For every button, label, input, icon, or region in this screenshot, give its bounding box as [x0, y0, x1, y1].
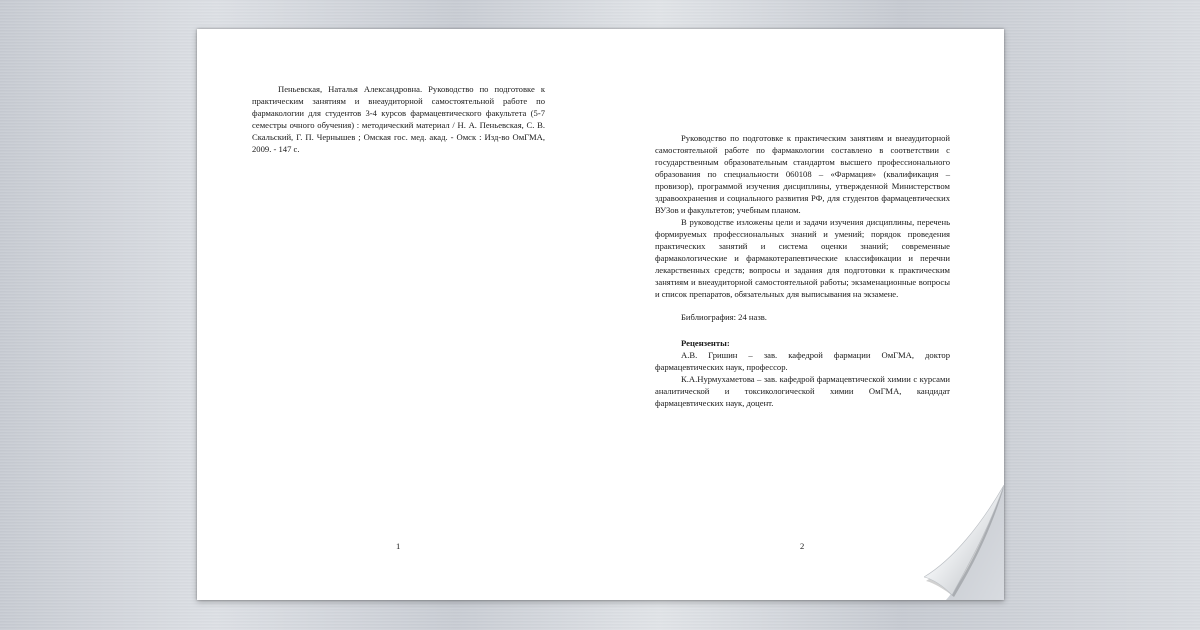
- reviewer-2: К.А.Нурмухаметова – зав. кафедрой фармацевтической химии с курсами аналитической и токсикологической химии ОмГМА, кандидат фармацевтических наук, доцент.: [655, 374, 950, 408]
- annotation-paragraph-2: В руководстве изложены цели и задачи изучения дисциплины, перечень формируемых профессиональных знаний и умений; порядок проведения практических занятий и система оценки знаний; современные фармакологические и фармакотерапевтические классификации и перечни лекарственных средств; вопросы и задания для подготовки к практическим занятиям и внеаудиторной самостоятельной работы; экзаменационные вопросы и список препаратов, обязательных для выписывания на экзамене.: [655, 217, 950, 299]
- page-number-left: 1: [396, 541, 401, 551]
- bibliographic-record: Пеньевская, Наталья Александровна. Руководство по подготовке к практическим занятиям и внеаудиторной самостоятельной работе по фармакологии для студентов 3-4 курсов фармацевтического факультета (5-7 семестры очного обучения) : методический материал / Н. А. Пеньевская, С. В. Скальский, Г. П. Чернышев ; Омская гос. мед. акад. - Омск : Изд-во ОмГМА, 2009. - 147 с.: [252, 84, 545, 154]
- bibliography-count: Библиография: 24 назв.: [681, 312, 767, 322]
- reviewers-heading: Рецензенты:: [681, 338, 730, 348]
- annotation-block: [655, 132, 950, 409]
- page-number-right: 2: [800, 541, 805, 551]
- left-page: [197, 29, 600, 600]
- book-spread: [197, 29, 1004, 600]
- page-curl-icon[interactable]: [924, 485, 1004, 600]
- annotation-paragraph-1: Руководство по подготовке к практическим занятиям и внеаудиторной самостоятельной работе по фармакологии составлено в соответствии с государственным образовательным стандартом высшего профессионального образования по специальности 060108 – «Фармация» (квалификация – провизор), программой изучения дисциплины, утвержденной Министерством здравоохранения и социального развития РФ, для студентов фармацевтических ВУЗов и факультетов; учебным планом.: [655, 133, 950, 215]
- reviewer-1: А.В. Гришин – зав. кафедрой фармации ОмГМА, доктор фармацевтических наук, профессор.: [655, 350, 950, 372]
